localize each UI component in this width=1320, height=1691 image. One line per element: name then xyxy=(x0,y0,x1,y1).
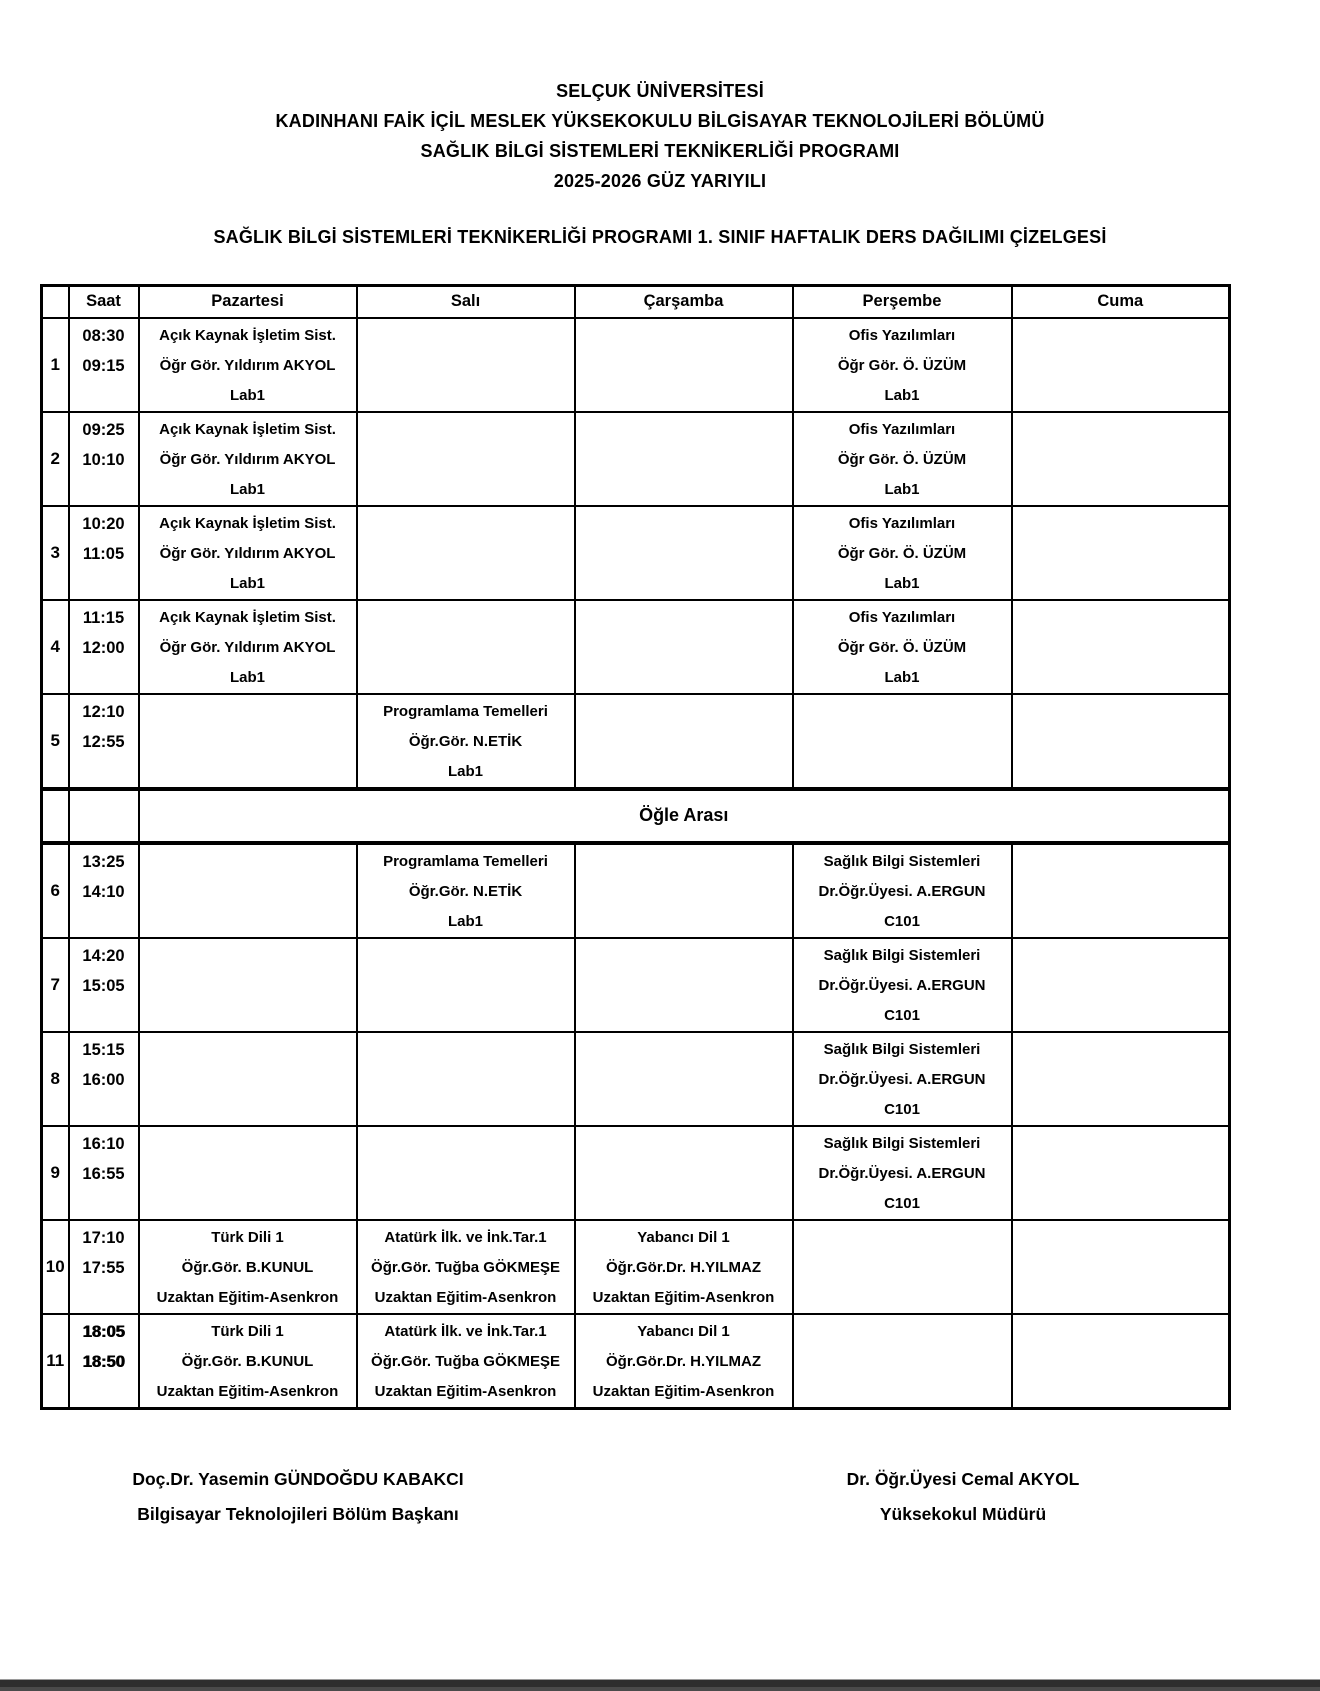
course-line: Sağlık Bilgi Sistemleri xyxy=(823,946,981,964)
course-line: Öğr Gör. Yıldırım AKYOL xyxy=(159,356,336,374)
course-line: Öğr.Gör.Dr. H.YILMAZ xyxy=(605,1352,762,1370)
course-cell xyxy=(793,938,1012,1032)
lunch-break-cell: Öğle Arası xyxy=(139,789,1230,843)
course-cell xyxy=(139,1314,357,1409)
course-cell xyxy=(1012,1220,1230,1314)
start-time: 11:15 xyxy=(82,608,125,627)
course-line: Öğr Gör. Ö. ÜZÜM xyxy=(837,544,967,562)
course-line: Lab1 xyxy=(884,574,920,592)
course-cell xyxy=(357,938,575,1032)
schedule-row xyxy=(42,1032,1230,1126)
end-time: 16:55 xyxy=(82,1164,125,1183)
header-line-semester: 2025-2026 GÜZ YARIYILI xyxy=(553,171,767,191)
course-cell xyxy=(793,318,1012,412)
course-line: Öğr Gör. Ö. ÜZÜM xyxy=(837,356,967,374)
course-cell xyxy=(793,1032,1012,1126)
signature-right-title: Yüksekokul Müdürü xyxy=(879,1504,1047,1524)
course-line: Uzaktan Eğitim-Asenkron xyxy=(592,1288,775,1306)
schedule-row xyxy=(42,1126,1230,1220)
course-cell xyxy=(357,843,575,938)
course-line: Lab1 xyxy=(447,912,483,930)
course-cell xyxy=(139,506,357,600)
course-line: Yabancı Dil 1 xyxy=(637,1322,730,1340)
schedule-row xyxy=(42,938,1230,1032)
course-cell xyxy=(357,412,575,506)
course-line: Türk Dili 1 xyxy=(211,1322,284,1340)
course-cell xyxy=(1012,694,1230,789)
course-line: C101 xyxy=(884,1006,920,1024)
course-cell xyxy=(575,938,793,1032)
course-line: Öğr.Gör. N.ETİK xyxy=(408,882,523,900)
course-cell xyxy=(575,843,793,938)
course-line: Yabancı Dil 1 xyxy=(637,1228,730,1246)
time-cell xyxy=(69,600,139,694)
course-line: Ofis Yazılımları xyxy=(848,514,956,532)
course-cell xyxy=(357,506,575,600)
start-time: 13:25 xyxy=(82,852,125,871)
course-line: Öğr.Gör. B.KUNUL xyxy=(181,1258,314,1276)
time-cell xyxy=(69,789,139,843)
course-cell xyxy=(139,694,357,789)
course-line: Öğr Gör. Yıldırım AKYOL xyxy=(159,544,336,562)
course-cell xyxy=(357,1220,575,1314)
start-time: 08:30 xyxy=(82,326,125,345)
end-time: 10:10 xyxy=(82,450,125,469)
header-line-program: SAĞLIK BİLGİ SİSTEMLERİ TEKNİKERLİĞİ PROGRAMI xyxy=(420,141,900,161)
start-time: 10:20 xyxy=(82,514,125,533)
course-line: Uzaktan Eğitim-Asenkron xyxy=(374,1382,557,1400)
course-line: Lab1 xyxy=(229,668,265,686)
column-header-pazartesi: Pazartesi xyxy=(139,286,357,318)
time-cell xyxy=(69,1126,139,1220)
course-line: Sağlık Bilgi Sistemleri xyxy=(823,1040,981,1058)
row-number-cell: 3 xyxy=(42,506,69,600)
course-cell xyxy=(793,843,1012,938)
course-line: Uzaktan Eğitim-Asenkron xyxy=(374,1288,557,1306)
course-cell xyxy=(357,694,575,789)
schedule-row xyxy=(42,1220,1230,1314)
course-line: Lab1 xyxy=(447,762,483,780)
course-line: Uzaktan Eğitim-Asenkron xyxy=(156,1288,339,1306)
course-line: Lab1 xyxy=(884,386,920,404)
course-line: Uzaktan Eğitim-Asenkron xyxy=(156,1382,339,1400)
header-line-school: KADINHANI FAİK İÇİL MESLEK YÜKSEKOKULU BİLGİSAYAR TEKNOLOJİLERİ BÖLÜMÜ xyxy=(275,111,1045,131)
course-cell xyxy=(357,1126,575,1220)
course-cell xyxy=(575,412,793,506)
end-time: 18:50 xyxy=(82,1352,125,1371)
course-line: Lab1 xyxy=(884,480,920,498)
column-header-cuma: Cuma xyxy=(1012,286,1230,318)
course-line: Öğr.Gör. Tuğba GÖKMEŞE xyxy=(371,1258,560,1276)
course-line: C101 xyxy=(884,1100,920,1118)
schedule-row xyxy=(42,843,1230,938)
course-line: C101 xyxy=(884,1194,920,1212)
time-cell xyxy=(69,694,139,789)
row-number-cell: 9 xyxy=(42,1126,69,1220)
course-cell xyxy=(1012,600,1230,694)
start-time: 09:25 xyxy=(82,420,125,439)
row-number-cell: 1 xyxy=(42,318,69,412)
end-time: 15:05 xyxy=(82,976,125,995)
start-time: 12:10 xyxy=(82,702,125,721)
course-cell xyxy=(575,1314,793,1409)
row-number-cell: 10 xyxy=(42,1220,69,1314)
column-header-saat: Saat xyxy=(69,286,139,318)
course-cell xyxy=(1012,412,1230,506)
signature-left-title: Bilgisayar Teknolojileri Bölüm Başkanı xyxy=(137,1504,459,1524)
row-number-cell: 5 xyxy=(42,694,69,789)
course-cell xyxy=(1012,1314,1230,1409)
course-line: Lab1 xyxy=(229,574,265,592)
course-cell xyxy=(575,1032,793,1126)
course-cell xyxy=(139,1220,357,1314)
start-time: 15:15 xyxy=(82,1040,125,1059)
course-cell xyxy=(1012,938,1230,1032)
start-time: 18:05 xyxy=(82,1322,125,1341)
time-cell xyxy=(69,1032,139,1126)
course-line: Öğr Gör. Yıldırım AKYOL xyxy=(159,638,336,656)
course-cell xyxy=(575,318,793,412)
column-header-carsamba: Çarşamba xyxy=(575,286,793,318)
row-number-cell: 2 xyxy=(42,412,69,506)
course-cell xyxy=(793,1314,1012,1409)
time-cell xyxy=(69,1220,139,1314)
time-cell xyxy=(69,1314,139,1409)
course-line: Ofis Yazılımları xyxy=(848,420,956,438)
course-line: Öğr Gör. Ö. ÜZÜM xyxy=(837,450,967,468)
course-line: Lab1 xyxy=(229,480,265,498)
course-cell xyxy=(357,318,575,412)
row-number-cell: 6 xyxy=(42,843,69,938)
schedule-row xyxy=(42,694,1230,789)
course-cell xyxy=(575,506,793,600)
course-cell xyxy=(357,1032,575,1126)
start-time: 14:20 xyxy=(82,946,125,965)
course-line: Öğr Gör. Yıldırım AKYOL xyxy=(159,450,336,468)
end-time: 12:55 xyxy=(82,732,125,751)
row-number-cell: 11 xyxy=(42,1314,69,1409)
course-line: C101 xyxy=(884,912,920,930)
course-line: Açık Kaynak İşletim Sist. xyxy=(159,326,336,344)
window-bottom-edge-bar xyxy=(0,1679,1320,1691)
time-cell xyxy=(69,506,139,600)
course-line: Dr.Öğr.Üyesi. A.ERGUN xyxy=(818,1164,986,1182)
course-line: Sağlık Bilgi Sistemleri xyxy=(823,1134,981,1152)
course-line: Lab1 xyxy=(884,668,920,686)
document-header xyxy=(0,76,1320,196)
end-time: 11:05 xyxy=(82,544,125,563)
course-line: Dr.Öğr.Üyesi. A.ERGUN xyxy=(818,1070,986,1088)
course-cell xyxy=(793,506,1012,600)
schedule-row xyxy=(42,318,1230,412)
course-line: Uzaktan Eğitim-Asenkron xyxy=(592,1382,775,1400)
course-cell xyxy=(139,412,357,506)
table-title: SAĞLIK BİLGİ SİSTEMLERİ TEKNİKERLİĞİ PROGRAMI 1. SINIF HAFTALIK DERS DAĞILIMI ÇİZELGESİ xyxy=(213,227,1107,247)
header-line-university: SELÇUK ÜNİVERSİTESİ xyxy=(556,81,764,101)
signature-right-name: Dr. Öğr.Üyesi Cemal AKYOL xyxy=(846,1469,1080,1489)
course-line: Açık Kaynak İşletim Sist. xyxy=(159,514,336,532)
signature-block-right xyxy=(743,1462,1183,1532)
course-line: Programlama Temelleri xyxy=(383,852,548,870)
start-time: 16:10 xyxy=(82,1134,125,1153)
course-cell xyxy=(793,694,1012,789)
schedule-row xyxy=(42,1314,1230,1409)
time-cell xyxy=(69,938,139,1032)
course-cell xyxy=(1012,506,1230,600)
course-cell xyxy=(357,1314,575,1409)
column-header-blank xyxy=(42,286,69,318)
course-line: Dr.Öğr.Üyesi. A.ERGUN xyxy=(818,882,986,900)
course-cell xyxy=(793,412,1012,506)
course-line: Ofis Yazılımları xyxy=(848,326,956,344)
course-line: Lab1 xyxy=(229,386,265,404)
end-time: 12:00 xyxy=(82,638,125,657)
column-header-row xyxy=(42,286,1230,318)
course-line: Sağlık Bilgi Sistemleri xyxy=(823,852,981,870)
course-line: Öğr.Gör.Dr. H.YILMAZ xyxy=(605,1258,762,1276)
end-time: 17:55 xyxy=(82,1258,125,1277)
course-cell xyxy=(1012,1126,1230,1220)
course-cell xyxy=(139,938,357,1032)
course-line: Programlama Temelleri xyxy=(383,702,548,720)
course-line: Açık Kaynak İşletim Sist. xyxy=(159,420,336,438)
course-cell xyxy=(575,694,793,789)
course-cell xyxy=(139,318,357,412)
signature-left-name: Doç.Dr. Yasemin GÜNDOĞDU KABAKCI xyxy=(132,1469,464,1489)
course-cell xyxy=(1012,1032,1230,1126)
course-cell xyxy=(139,843,357,938)
row-number-cell: 4 xyxy=(42,600,69,694)
time-cell xyxy=(69,412,139,506)
row-number-cell: 8 xyxy=(42,1032,69,1126)
course-cell xyxy=(575,1220,793,1314)
course-cell xyxy=(575,1126,793,1220)
course-cell xyxy=(139,600,357,694)
course-line: Dr.Öğr.Üyesi. A.ERGUN xyxy=(818,976,986,994)
course-cell xyxy=(139,1126,357,1220)
course-cell xyxy=(793,1126,1012,1220)
course-line: Türk Dili 1 xyxy=(211,1228,284,1246)
course-cell xyxy=(1012,318,1230,412)
course-cell xyxy=(357,600,575,694)
course-cell xyxy=(793,600,1012,694)
course-line: Atatürk İlk. ve İnk.Tar.1 xyxy=(384,1322,547,1340)
course-line: Açık Kaynak İşletim Sist. xyxy=(159,608,336,626)
course-line: Atatürk İlk. ve İnk.Tar.1 xyxy=(384,1228,547,1246)
time-cell xyxy=(69,843,139,938)
course-cell xyxy=(575,600,793,694)
schedule-row xyxy=(42,412,1230,506)
lunch-break-row xyxy=(42,789,1230,843)
end-time: 14:10 xyxy=(82,882,125,901)
course-cell xyxy=(139,1032,357,1126)
schedule-row xyxy=(42,506,1230,600)
course-line: Ofis Yazılımları xyxy=(848,608,956,626)
course-line: Öğr Gör. Ö. ÜZÜM xyxy=(837,638,967,656)
row-number-cell xyxy=(42,789,69,843)
end-time: 09:15 xyxy=(82,356,125,375)
course-line: Öğr.Gör. N.ETİK xyxy=(408,732,523,750)
course-line: Öğr.Gör. B.KUNUL xyxy=(181,1352,314,1370)
schedule-body xyxy=(42,318,1230,1409)
row-number-cell: 7 xyxy=(42,938,69,1032)
signature-block-left xyxy=(78,1462,518,1532)
course-cell xyxy=(793,1220,1012,1314)
schedule-row xyxy=(42,600,1230,694)
time-cell xyxy=(69,318,139,412)
start-time: 17:10 xyxy=(82,1228,125,1247)
end-time: 16:00 xyxy=(82,1070,125,1089)
weekly-schedule-table xyxy=(40,284,1231,1410)
course-line: Öğr.Gör. Tuğba GÖKMEŞE xyxy=(371,1352,560,1370)
column-header-sali: Salı xyxy=(357,286,575,318)
column-header-persembe: Perşembe xyxy=(793,286,1012,318)
course-cell xyxy=(1012,843,1230,938)
